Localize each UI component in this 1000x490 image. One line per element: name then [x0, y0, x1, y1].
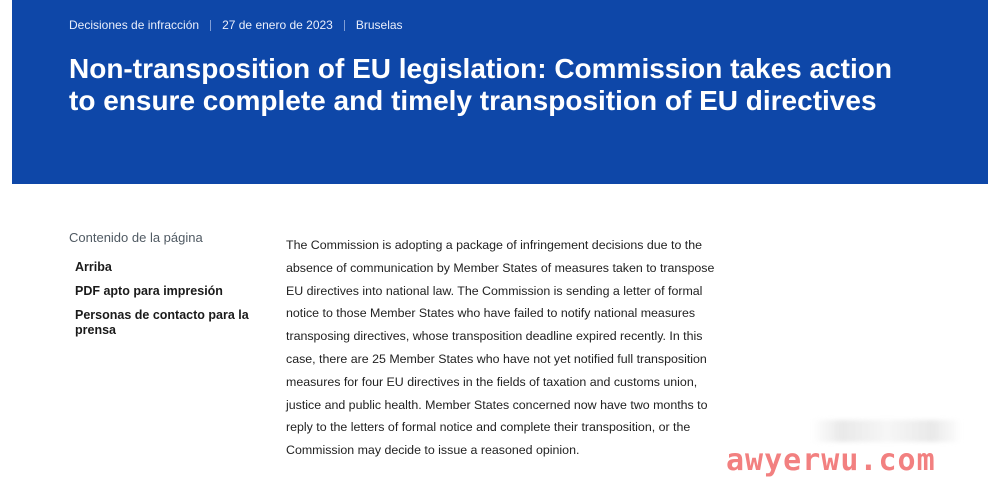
blurred-watermark-overlay — [812, 420, 962, 442]
date-label: 27 de enero de 2023 — [222, 18, 333, 32]
page-contents-heading: Contenido de la página — [69, 230, 203, 245]
article-meta — [69, 17, 403, 33]
watermark-text: awyerwu.com — [726, 443, 936, 478]
meta-separator — [210, 20, 211, 31]
nav-link-print-pdf[interactable]: PDF apto para impresión — [75, 284, 223, 298]
hero-banner — [12, 0, 988, 184]
nav-link-press-contacts[interactable]: Personas de contacto para la prensa — [75, 308, 249, 337]
article-body: The Commission is adopting a package of infringement decisions due to the absence of communication by Member States of measures taken to transpose EU directives into national law. The Commission is sending a letter of formal notice to those Member States who have failed to notify national measures transposing directives, whose transposition deadline expired recently. In this case, there are 25 Member States who have not yet notified full transposition measures for four EU directives in the fields of taxation and customs union, justice and public health. Member States concerned now have two months to reply to the letters of formal notice and complete their transposition, or the Commission may decide to issue a reasoned opinion. — [286, 238, 715, 458]
page-contents-nav — [69, 230, 269, 347]
page-contents-list — [69, 260, 269, 338]
meta-separator — [344, 20, 345, 31]
location-label: Bruselas — [355, 18, 403, 32]
page-title: Non-transposition of EU legislation: Commission takes action to ensure complete and timely transposition of EU directives — [69, 53, 892, 116]
category-label[interactable]: Decisiones de infracción — [69, 18, 200, 32]
nav-link-top[interactable]: Arriba — [75, 260, 112, 274]
